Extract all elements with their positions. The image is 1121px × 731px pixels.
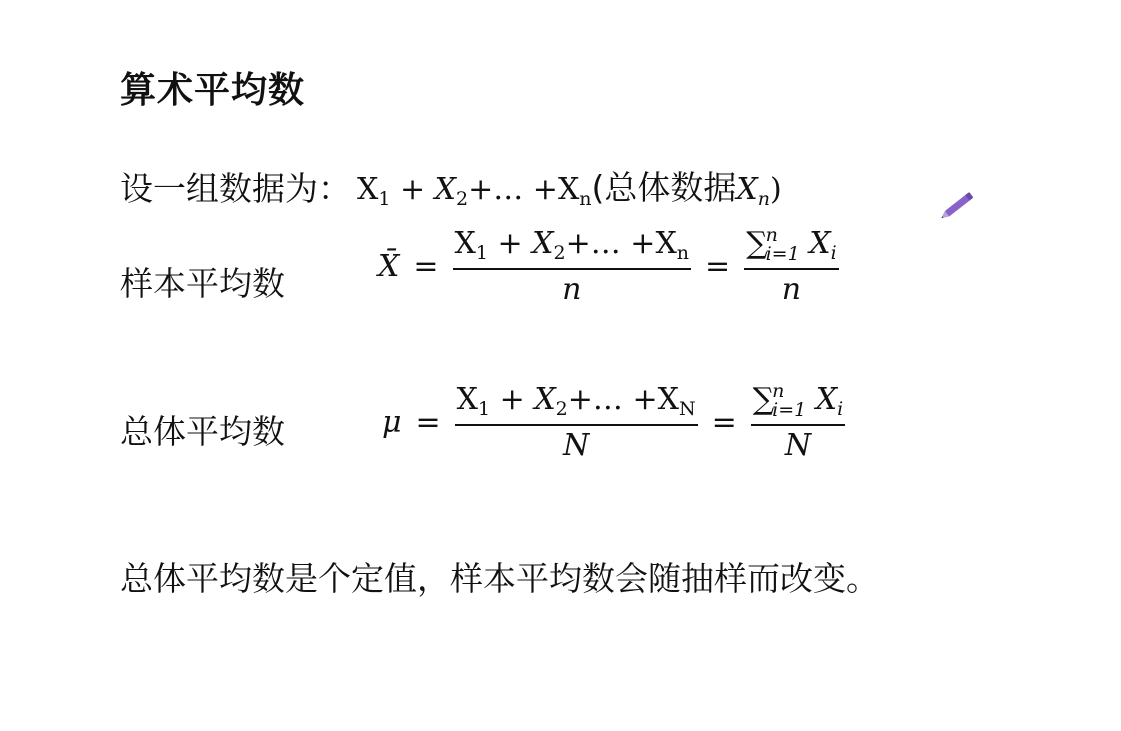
term-xn: X [655,226,677,261]
equals-sign: = [711,405,737,440]
page-title: 算术平均数 [120,70,306,111]
sub: 2 [456,188,469,210]
sum-denominator: n [781,272,802,307]
sub: n [757,188,771,210]
plus: + [487,226,533,261]
sum-lower: i=1 [765,243,800,265]
equals-sign: = [705,249,731,284]
plus: + [390,172,435,207]
note-close: ) [770,172,782,207]
ellipsis: +… + [567,382,658,417]
sub: n [676,242,690,264]
sample-mean-formula [378,226,839,307]
data-definition-label: 设一组数据为： [120,168,351,208]
data-definition-line [120,162,782,210]
data-definition-formula [357,162,782,210]
ellipsis: +… + [565,226,656,261]
sample-mean-label: 样本平均数 [120,264,285,303]
sub: 2 [555,398,568,420]
sub: 1 [475,242,488,264]
sigma-symbol: ∑ [746,226,768,261]
sub: i [837,398,844,420]
fraction [455,382,698,463]
denominator: N [562,428,590,463]
sigma-symbol: ∑ [752,382,775,417]
denominator: n [562,272,582,307]
term-x2: X [534,382,556,417]
sum-denominator: N [784,428,812,463]
sub: n [579,188,592,210]
plus: + [490,382,535,417]
sum-term: X [815,382,838,417]
sum-upper: n [772,380,785,402]
note-open: (总体数据 [591,168,737,207]
sub: N [678,398,696,420]
sum-term: X [809,226,831,261]
sum-fraction [744,226,839,307]
sub: i [830,242,837,264]
sum-numerator [751,382,846,426]
fraction [453,226,692,307]
x-bar-symbol: X̄ [378,249,400,284]
sum-fraction [751,382,846,463]
term-x2: X [532,226,554,261]
population-mean-label: 总体平均数 [120,412,285,451]
equals-sign: = [415,405,441,440]
sum-lower: i=1 [772,399,807,421]
term-xn: X [557,172,580,207]
pencil-icon[interactable] [936,184,982,230]
term-x1: X [357,172,379,207]
sum-upper: n [765,224,778,246]
sub: 1 [378,188,391,210]
numerator [453,226,692,270]
term-x1: X [456,382,478,417]
sub: 2 [553,242,566,264]
ellipsis: +… + [468,172,558,207]
term-population-xn: X [736,172,758,207]
term-xn: X [657,382,679,417]
conclusion-text: 总体平均数是个定值，样本平均数会随抽样而改变。 [120,559,879,598]
sub: 1 [478,398,491,420]
sum-numerator [744,226,839,270]
numerator [455,382,698,426]
term-x1: X [454,226,476,261]
population-mean-formula [382,382,845,463]
term-x2: X [434,172,457,207]
equals-sign: = [413,249,439,284]
mu-symbol: μ [382,405,402,440]
